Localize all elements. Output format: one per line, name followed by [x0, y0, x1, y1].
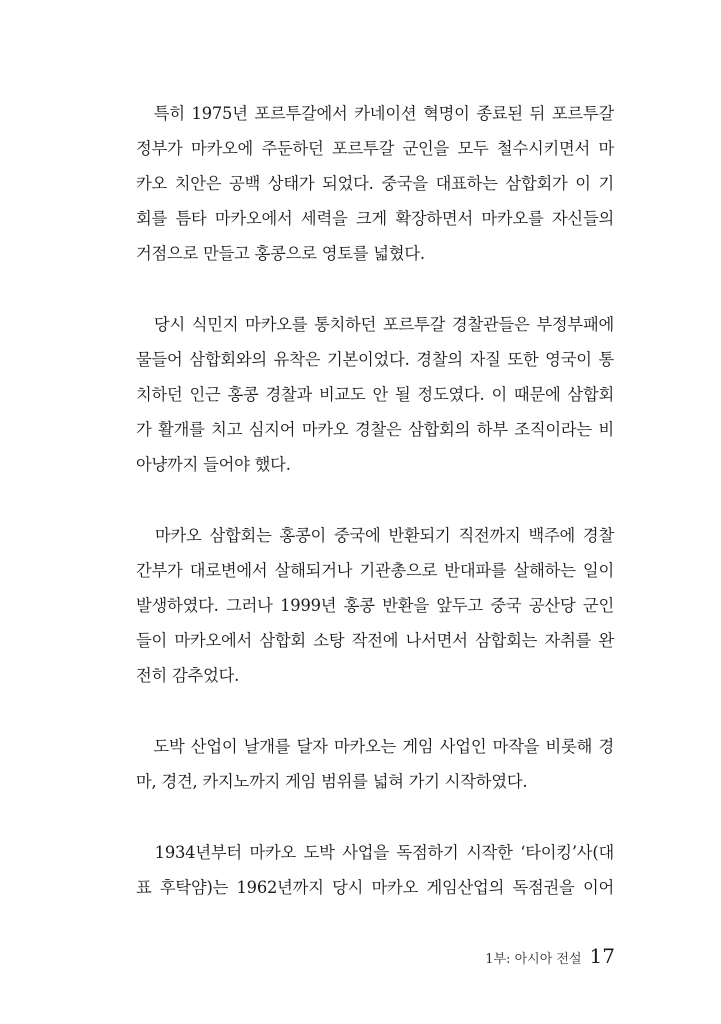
- text-line: 물들어 삼합회와의 유착은 기본이었다. 경찰의 자질 또한 영국이 통: [136, 350, 614, 369]
- page-number: 17: [589, 944, 615, 968]
- text-line: 당시 식민지 마카오를 통치하던 포르투갈 경찰관들은 부정부패에: [136, 315, 614, 334]
- text-line: 발생하였다. 그러나 1999년 홍콩 반환을 앞두고 중국 공산당 군인: [136, 596, 614, 615]
- text-line: 1934년부터 마카오 도박 사업을 독점하기 시작한 ‘타이킹’사(대: [136, 843, 614, 862]
- text-line: 마카오 삼합회는 홍콩이 중국에 반환되기 직전까지 백주에 경찰: [136, 526, 614, 545]
- body-text: [136, 96, 614, 905]
- paragraph-2: [136, 307, 614, 482]
- text-line: 표 후탁얌)는 1962년까지 당시 마카오 게임산업의 독점권을 이어: [136, 878, 614, 897]
- text-line: 가 활개를 치고 심지어 마카오 경찰은 삼합회의 하부 조직이라는 비: [136, 420, 614, 439]
- paragraph-4: [136, 729, 614, 799]
- text-line: 들이 마카오에서 삼합회 소탕 작전에 나서면서 삼합회는 자취를 완: [136, 631, 614, 650]
- text-line: 마, 경견, 카지노까지 게임 범위를 넓혀 가기 시작하였다.: [136, 772, 528, 791]
- paragraph-3: [136, 518, 614, 693]
- running-section-title: 1부: 아시아 전설: [485, 952, 582, 967]
- text-line: 아냥까지 들어야 했다.: [136, 455, 291, 474]
- paragraph-spacer: [136, 482, 614, 518]
- text-line: 카오 치안은 공백 상태가 되었다. 중국을 대표하는 삼합회가 이 기: [136, 174, 614, 193]
- text-line: 거점으로 만들고 홍콩으로 영토를 넓혔다.: [136, 244, 425, 263]
- text-line: 도박 산업이 날개를 달자 마카오는 게임 사업인 마작을 비롯해 경: [136, 737, 614, 756]
- paragraph-spacer: [136, 693, 614, 729]
- text-line: 정부가 마카오에 주둔하던 포르투갈 군인을 모두 철수시키면서 마: [136, 139, 614, 158]
- paragraph-1: [136, 96, 614, 271]
- text-line: 간부가 대로변에서 살해되거나 기관총으로 반대파를 살해하는 일이: [136, 561, 614, 580]
- paragraph-5: [136, 835, 614, 905]
- text-line: 전히 감추었다.: [136, 666, 240, 685]
- text-line: 치하던 인근 홍콩 경찰과 비교도 안 될 정도였다. 이 때문에 삼합회: [136, 385, 614, 404]
- paragraph-spacer: [136, 799, 614, 835]
- text-line: 회를 틈타 마카오에서 세력을 크게 확장하면서 마카오를 자신들의: [136, 209, 614, 228]
- paragraph-spacer: [136, 271, 614, 307]
- text-line: 특히 1975년 포르투갈에서 카네이션 혁명이 종료된 뒤 포르투갈: [136, 104, 614, 123]
- page-footer: [485, 944, 615, 968]
